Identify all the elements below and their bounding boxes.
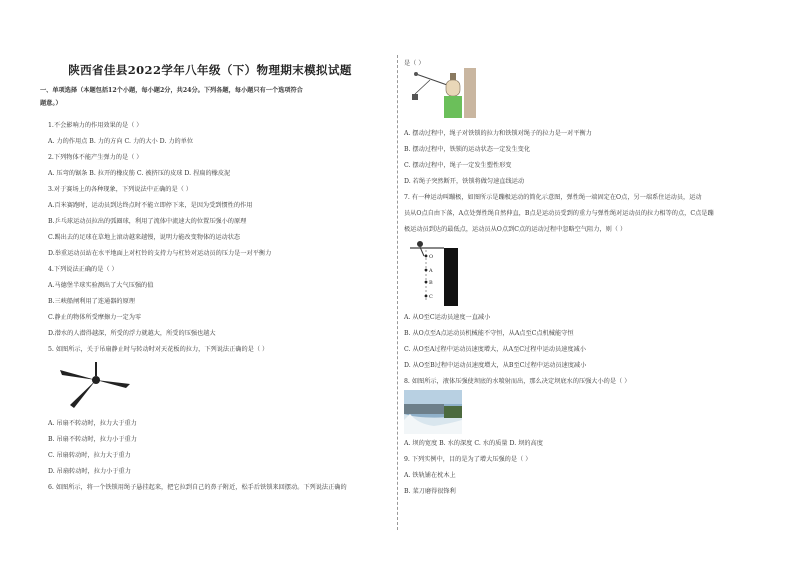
question-3-option-d: D.举重运动员站在水平地面上对杠铃的支持力与杠铃对运动员的压力是一对平衡力 — [48, 250, 272, 257]
question-3-option-b: B.乒乓球运动员拉出的弧圈球，利用了流体中流速大的位置压强小的原理 — [48, 218, 247, 225]
question-6-option-a: A. 摆动过程中，绳子对铁锁的拉力和铁锁对绳子的拉力是一对平衡力 — [404, 130, 592, 137]
question-7-line-2: 员从O点自由下落，A点处弹性绳自然伸直，B点是运动员受到的重力与弹性绳对运动员的拉力相等的点，C点是蹦 — [404, 210, 714, 217]
question-9-option-b: B. 菜刀磨得很锋利 — [404, 488, 456, 495]
question-6: 6. 如图所示，将一个铁锁用绳子悬挂起来，把它拉到自己的鼻子附近，松手后铁锁来回摆动。下列说法正确的 — [48, 484, 347, 491]
question-2-options: A. 压弯的锯条 B. 拉开的橡皮筋 C. 被挤压的皮球 D. 捏扁的橡皮泥 — [48, 170, 231, 177]
question-3-option-c: C.踢出去的足球在草地上滚动越来越慢，说明力能改变物体的运动状态 — [48, 234, 241, 241]
question-6-option-b: B. 摆动过程中，铁锁的运动状态一定发生变化 — [404, 146, 531, 153]
column-divider — [397, 55, 398, 530]
page-title: 陕西省佳县2022学年八年级（下）物理期末模拟试题 — [68, 63, 352, 77]
question-7-option-b: B. 从O点至A点运动员机械能不守恒，从A点至C点机械能守恒 — [404, 330, 574, 337]
question-3: 3.对于赛场上的各种现象，下列说法中正确的是（ ） — [48, 186, 192, 193]
dam-photo-icon — [404, 390, 462, 438]
question-8-options: A. 坝的宽度 B. 水的深度 C. 水的质量 D. 坝的高度 — [404, 440, 543, 447]
question-7-line-3: 极运动员到达的最低点，运动员从O点到C点的运动过程中忽略空气阻力，则（ ） — [404, 226, 627, 233]
question-7-option-d: D. 从O至B过程中运动员速度增大，从B至C过程中运动员速度减小 — [404, 362, 587, 369]
bungee-label-b: B — [429, 280, 433, 286]
question-8: 8. 如图所示，液体压强使坝底的水喷射而出，那么决定坝底水的压强大小的是（ ） — [404, 378, 631, 385]
question-9-option-a: A. 铁轨铺在枕木上 — [404, 472, 456, 479]
question-5-option-a: A. 吊扇不转动时，拉力大于重力 — [48, 420, 137, 427]
question-4: 4.下列说法正确的是（ ） — [48, 266, 118, 273]
question-6-tail: 是（ ） — [404, 60, 425, 67]
question-4-option-b: B.三峡船闸利用了连通器的原理 — [48, 298, 135, 305]
question-5: 5. 如图所示，关于吊扇静止时与转动时对天花板的拉力，下列说法正确的是（ ） — [48, 346, 269, 353]
question-3-option-a: A.百米赛跑时，运动员到达终点时不能立即停下来，是因为受到惯性的作用 — [48, 202, 253, 209]
bungee-label-o: O — [429, 254, 434, 260]
question-9: 9. 下列实例中，目的是为了增大压强的是（ ） — [404, 456, 532, 463]
pendulum-lock-icon — [410, 68, 480, 122]
section-header-cont: 题意。） — [40, 100, 62, 107]
question-4-option-c: C.静止的物体所受摩擦力一定为零 — [48, 314, 142, 321]
question-1: 1.不会影响力的作用效果的是（ ） — [48, 122, 143, 129]
question-1-options: A. 力的作用点 B. 力的方向 C. 力的大小 D. 力的单位 — [48, 138, 194, 145]
question-6-option-d: D. 若绳子突然断开，铁锁将做匀速直线运动 — [404, 178, 525, 185]
ceiling-fan-icon — [56, 362, 136, 414]
bungee-diagram — [408, 238, 462, 312]
question-4-option-a: A.马德堡半球实验测出了大气压强的值 — [48, 282, 154, 289]
question-5-option-b: B. 吊扇不转动时，拉力小于重力 — [48, 436, 137, 443]
question-6-option-c: C. 摆动过程中，绳子一定发生塑性形变 — [404, 162, 512, 169]
section-header: 一、单项选择（本题包括12个小题，每小题2分，共24分。下列各题，每小题只有一个选项符合 — [40, 87, 303, 94]
question-4-option-d: D.潜水的人潜得越深，所受的浮力就越大，所受的压强也越大 — [48, 330, 216, 337]
question-5-option-d: D. 吊扇转动时，拉力小于重力 — [48, 468, 131, 475]
bungee-label-c: C — [429, 294, 433, 300]
bungee-label-a: A — [429, 268, 433, 274]
question-5-option-c: C. 吊扇转动时，拉力大于重力 — [48, 452, 131, 459]
question-2: 2.下列物体不能产生弹力的是（ ） — [48, 154, 143, 161]
question-7: 7. 有一种运动叫蹦极，如图所示是蹦极运动的简化示意图，弹性绳一端固定在O点，另一端系住运动员，运动 — [404, 194, 702, 201]
question-7-option-a: A. 从O至C运动员速度一直减小 — [404, 314, 491, 321]
question-7-option-c: C. 从O至A过程中运动员速度增大，从A至C过程中运动员速度减小 — [404, 346, 586, 353]
